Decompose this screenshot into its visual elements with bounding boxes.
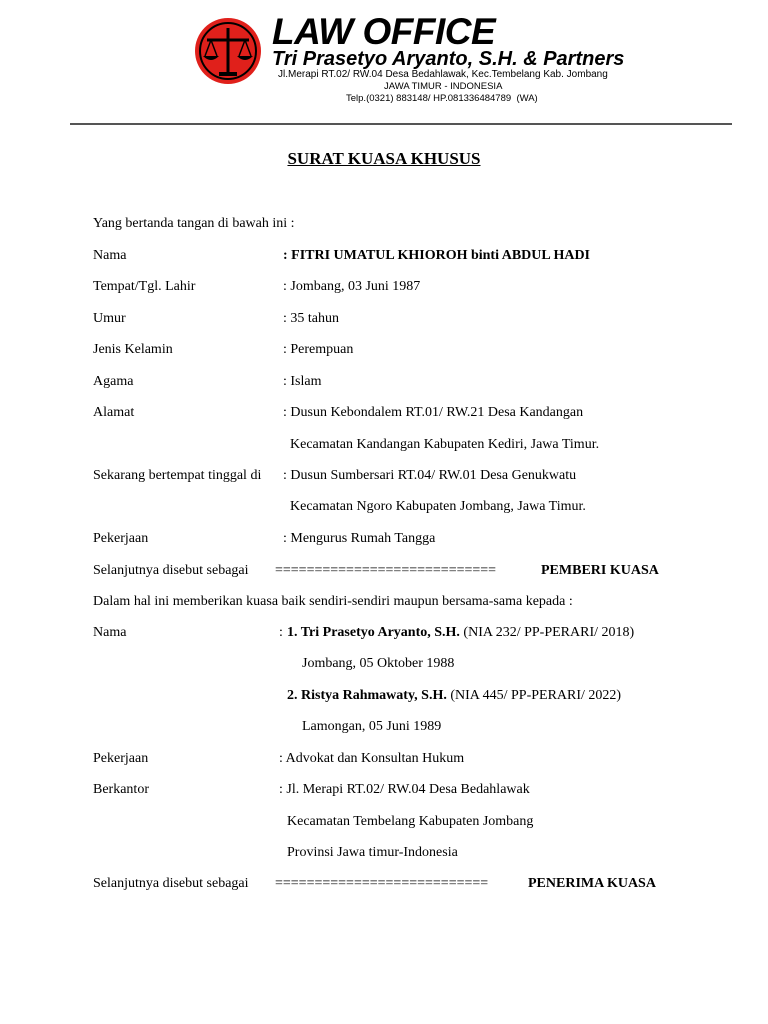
grantee-colon: : [279, 625, 283, 640]
document-title: SURAT KUASA KHUSUS [287, 149, 481, 168]
grantee-job-label: Pekerjaan [93, 751, 149, 766]
grantor-residence-value-cont: Kecamatan Ngoro Kabupaten Jombang, Jawa Timur. [290, 499, 586, 514]
grantor-job-value: : Mengurus Rumah Tangga [283, 531, 436, 546]
grantor-age-label: Umur [93, 311, 126, 326]
grantee-person1-birth: Jombang, 05 Oktober 1988 [302, 656, 455, 671]
grantee-name-label: Nama [93, 625, 127, 640]
grantee-job-value: : Advokat dan Konsultan Hukum [279, 751, 465, 766]
grantor-gender-label: Jenis Kelamin [93, 342, 173, 357]
grantor-residence-value: : Dusun Sumbersari RT.04/ RW.01 Desa Genukwatu [283, 468, 577, 483]
letterhead-title: LAW OFFICE [272, 11, 496, 52]
grantor-gender-value: : Perempuan [283, 342, 354, 357]
letterhead-phone: Telp.(0321) 883148/ HP.081336484789 (WA) [346, 93, 538, 104]
letterhead-address: Jl.Merapi RT.02/ RW.04 Desa Bedahlawak, Kec.Tembelang Kab. Jombang [278, 69, 608, 80]
letterhead-divider [70, 123, 732, 125]
intro-text: Yang bertanda tangan di bawah ini : [93, 216, 295, 231]
letterhead [0, 0, 768, 125]
grantor-birth-label: Tempat/Tgl. Lahir [93, 279, 196, 294]
grantor-role: PEMBERI KUASA [541, 563, 659, 578]
grantee-referred-line: =========================== [275, 876, 489, 891]
grantor-address-value-cont: Kecamatan Kandangan Kabupaten Kediri, Jawa Timur. [290, 437, 600, 452]
grantor-name-label: Nama [93, 248, 127, 263]
grantor-referred-line: ============================ [275, 563, 497, 578]
grantee-person1-name: 1. Tri Prasetyo Aryanto, S.H. [287, 625, 460, 640]
grantor-religion-label: Agama [93, 374, 134, 389]
grantee-office-value-cont1: Kecamatan Tembelang Kabupaten Jombang [287, 814, 534, 829]
grantee-person2 [287, 688, 621, 704]
grantor-age-value: : 35 tahun [283, 311, 339, 326]
grantor-job-label: Pekerjaan [93, 531, 149, 546]
grantor-referred-label: Selanjutnya disebut sebagai [93, 563, 249, 578]
grantor-religion-value: : Islam [283, 374, 322, 389]
statement-text: Dalam hal ini memberikan kuasa baik sendiri-sendiri maupun bersama-sama kepada : [93, 594, 573, 609]
grantee-office-value-cont2: Provinsi Jawa timur-Indonesia [287, 845, 458, 860]
letterhead-firm-name: Tri Prasetyo Aryanto, S.H. & Partners [272, 48, 625, 70]
grantor-address-value: : Dusun Kebondalem RT.01/ RW.21 Desa Kandangan [283, 405, 584, 420]
grantee-office-label: Berkantor [93, 782, 149, 797]
grantor-residence-label: Sekarang bertempat tinggal di [93, 468, 262, 483]
grantee-referred-label: Selanjutnya disebut sebagai [93, 876, 249, 891]
grantor-birth-value: : Jombang, 03 Juni 1987 [283, 279, 421, 294]
grantee-office-value: : Jl. Merapi RT.02/ RW.04 Desa Bedahlawak [279, 782, 530, 797]
grantee-person2-birth: Lamongan, 05 Juni 1989 [302, 719, 442, 734]
scales-of-justice-logo-icon [193, 16, 263, 86]
letterhead-region: JAWA TIMUR - INDONESIA [384, 81, 503, 92]
grantor-address-label: Alamat [93, 405, 135, 420]
grantee-person1-nia: (NIA 232/ PP-PERARI/ 2018) [463, 625, 635, 640]
grantee-role: PENERIMA KUASA [528, 876, 656, 891]
grantee-person2-nia: (NIA 445/ PP-PERARI/ 2022) [450, 688, 622, 703]
grantee-person2-name: 2. Ristya Rahmawaty, S.H. [287, 688, 447, 703]
grantor-name-value: : FITRI UMATUL KHIOROH binti ABDUL HADI [283, 248, 591, 263]
grantee-person1 [287, 625, 634, 641]
